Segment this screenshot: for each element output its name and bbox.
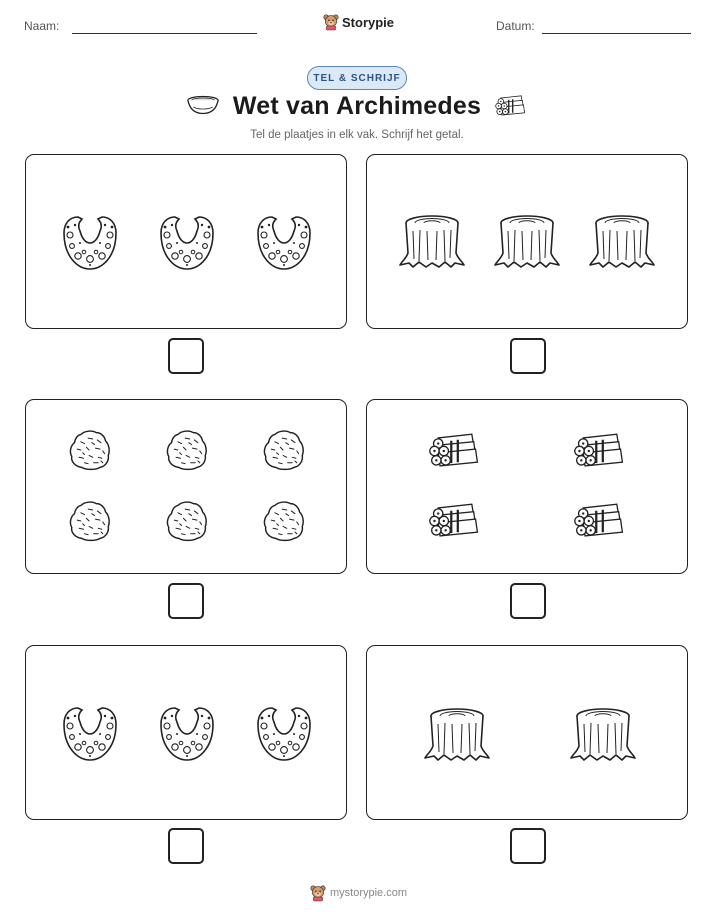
necklace-icon [252, 213, 316, 271]
storypie-logo-icon [310, 884, 326, 902]
name-input-line[interactable] [72, 33, 257, 34]
brand-name: Storypie [342, 14, 395, 30]
rock-icon [165, 500, 209, 542]
answer-box-1[interactable] [168, 338, 204, 374]
answer-box-4[interactable] [510, 583, 546, 619]
answer-box-6[interactable] [510, 828, 546, 864]
count-panel-6 [366, 645, 688, 820]
activity-badge: TEL & SCHRIJF [307, 66, 407, 90]
count-panel-5 [25, 645, 347, 820]
tree-stump-icon [399, 213, 465, 269]
count-panel-3 [25, 399, 347, 574]
answer-box-2[interactable] [510, 338, 546, 374]
date-input-line[interactable] [542, 33, 691, 34]
rock-icon [262, 429, 306, 471]
rock-icon [68, 429, 112, 471]
storypie-logo-icon [323, 13, 339, 31]
footer-site: mystorypie.com [330, 887, 408, 899]
count-panel-2 [366, 154, 688, 329]
brand-logo [323, 13, 394, 31]
log-bundle-icon [572, 432, 628, 470]
rock-icon [68, 500, 112, 542]
log-bundle-icon [494, 94, 528, 118]
footer [310, 884, 407, 902]
count-panel-1 [25, 154, 347, 329]
log-bundle-icon [427, 502, 483, 540]
name-label: Naam: [24, 19, 60, 33]
necklace-icon [155, 704, 219, 762]
tree-stump-icon [424, 706, 490, 762]
rock-icon [165, 429, 209, 471]
necklace-icon [58, 704, 122, 762]
tree-stump-icon [494, 213, 560, 269]
date-label: Datum: [496, 19, 535, 33]
tree-stump-icon [570, 706, 636, 762]
necklace-icon [155, 213, 219, 271]
necklace-icon [252, 704, 316, 762]
necklace-icon [58, 213, 122, 271]
rock-icon [262, 500, 306, 542]
tree-stump-icon [589, 213, 655, 269]
answer-box-3[interactable] [168, 583, 204, 619]
instructions: Tel de plaatjes in elk vak. Schrijf het getal. [250, 129, 464, 141]
answer-box-5[interactable] [168, 828, 204, 864]
count-panel-4 [366, 399, 688, 574]
log-bundle-icon [572, 502, 628, 540]
page-title: Wet van Archimedes [232, 92, 482, 120]
log-bundle-icon [427, 432, 483, 470]
